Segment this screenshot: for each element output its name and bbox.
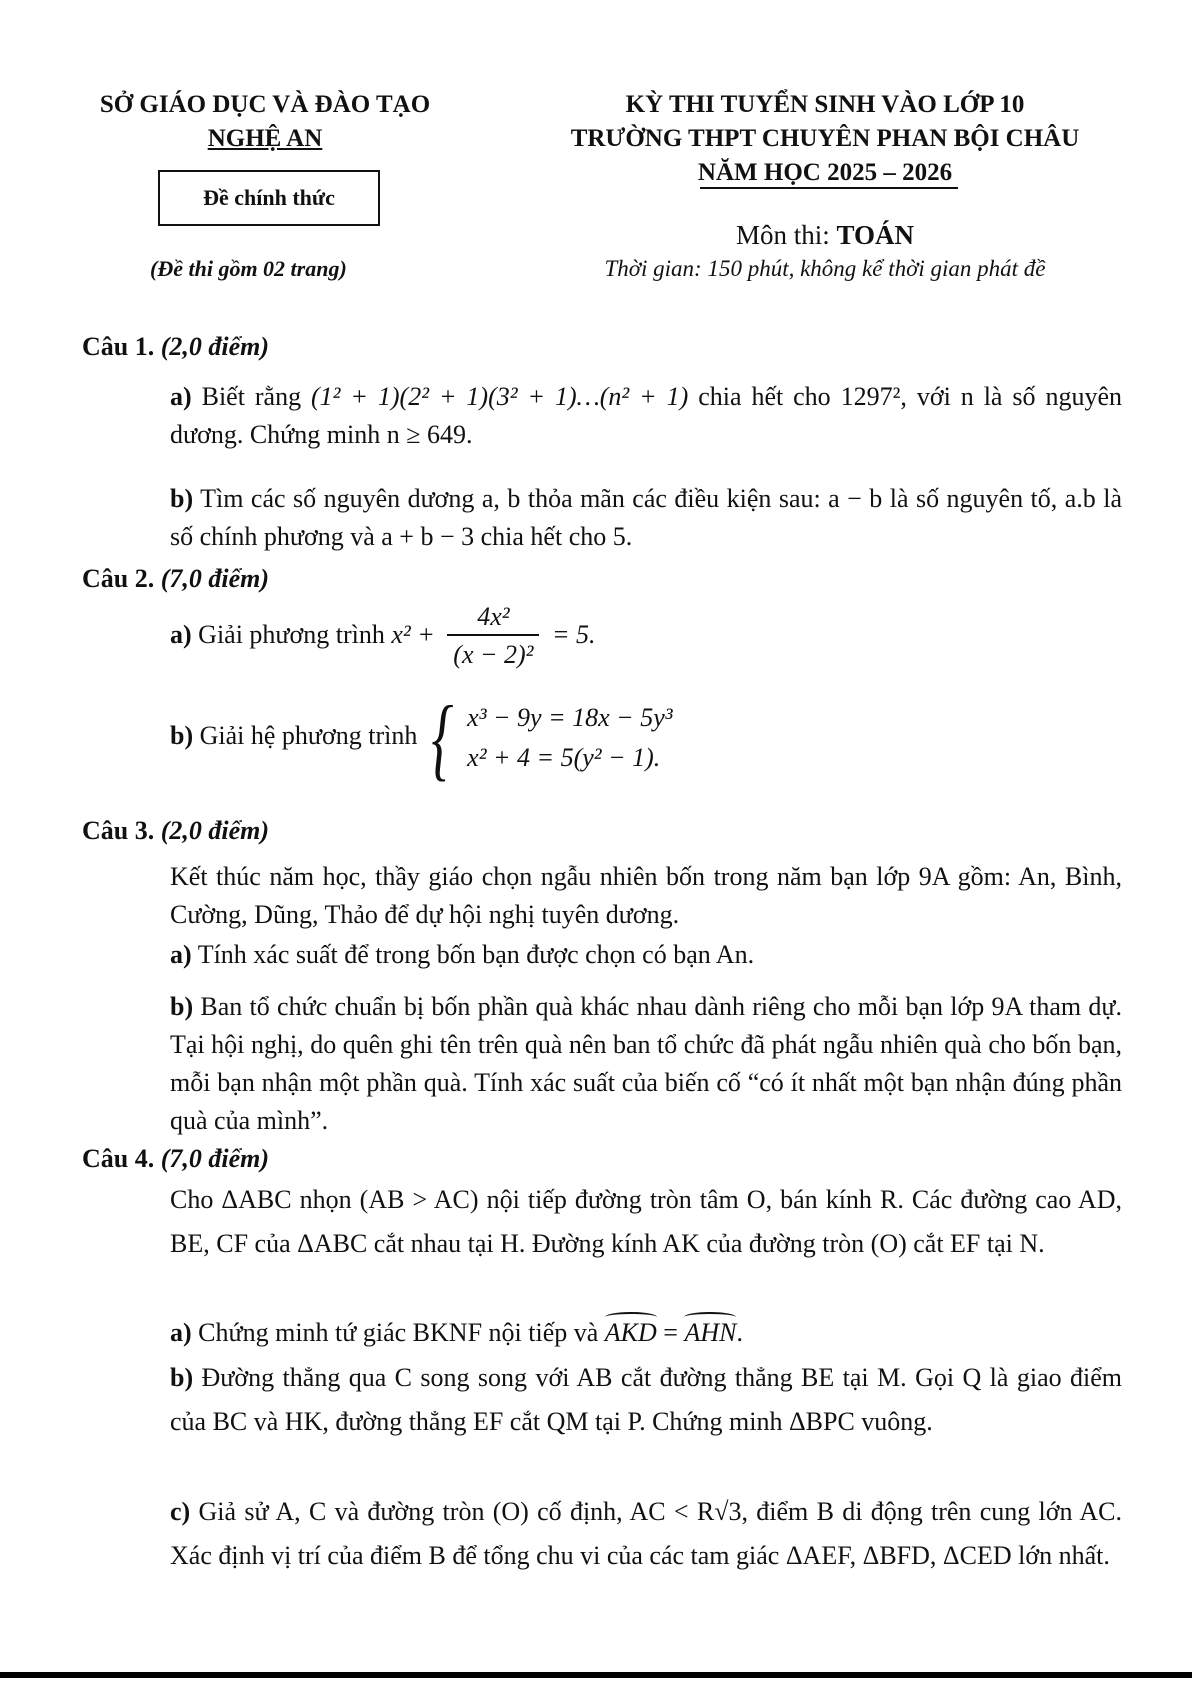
q2-points: (7,0 điểm) bbox=[160, 564, 270, 593]
q4-a-end: . bbox=[736, 1318, 743, 1347]
q1-a-expression: (1² + 1)(2² + 1)(3² + 1)…(n² + 1) bbox=[311, 382, 689, 411]
header-left bbox=[70, 88, 460, 156]
official-exam-box: Đề chính thức bbox=[158, 170, 380, 226]
q3-intro: Kết thúc năm học, thầy giáo chọn ngẫu nhiên bốn trong năm bạn lớp 9A gồm: An, Bình, Cường, Dũng, Thảo để dự hội nghị tuyên dương. bbox=[170, 862, 1122, 929]
q2-part-a bbox=[170, 600, 1122, 674]
q4-a-angle-1: AKD bbox=[605, 1314, 657, 1352]
q2-a-numerator: 4x² bbox=[447, 600, 539, 636]
time-note: Thời gian: 150 phút, không kể thời gian phát đề bbox=[604, 256, 1046, 281]
q4-intro: Cho ΔABC nhọn (AB > AC) nội tiếp đường tròn tâm O, bán kính R. Các đường cao AD, BE, CF của ΔABC cắt nhau tại H. Đường kính AK của đường tròn (O) cắt EF tại N. bbox=[170, 1185, 1122, 1258]
q4-part-b bbox=[170, 1356, 1122, 1444]
department-name: SỞ GIÁO DỤC VÀ ĐÀO TẠO bbox=[99, 91, 431, 118]
exam-name: KỲ THI TUYỂN SINH VÀO LỚP 10 bbox=[625, 91, 1025, 118]
q4-a-equals: = bbox=[656, 1318, 685, 1347]
q3-part-b bbox=[170, 988, 1122, 1140]
pages-note: (Đề thi gồm 02 trang) bbox=[150, 256, 347, 281]
q3-a-label: a) bbox=[170, 940, 192, 969]
q2-a-fraction bbox=[447, 600, 539, 674]
q1-points: (2,0 điểm) bbox=[160, 332, 270, 361]
q4-heading bbox=[82, 1140, 269, 1178]
q4-part-c bbox=[170, 1490, 1122, 1578]
q4-part-a bbox=[170, 1314, 1122, 1352]
brace-icon: { bbox=[431, 687, 454, 789]
q2-a-label: a) bbox=[170, 619, 192, 649]
q2-b-label: b) bbox=[170, 720, 194, 750]
subject-label: Môn thi: bbox=[735, 220, 837, 250]
q4-title: Câu 4. bbox=[82, 1144, 155, 1173]
q1-b-text: Tìm các số nguyên dương a, b thỏa mãn các điều kiện sau: a − b là số nguyên tố, a.b là số chính phương và a + b − 3 chia hết cho 5. bbox=[170, 484, 1123, 551]
q1-heading bbox=[82, 328, 269, 366]
province-name: NGHỆ AN bbox=[207, 125, 323, 152]
q4-c-text: Giả sử A, C và đường tròn (O) cố định, AC < R√3, điểm B di động trên cung lớn AC. Xác định vị trí của điểm B để tổng chu vi của các tam giác ΔAEF, ΔBFD, ΔCED lớn nhất. bbox=[170, 1497, 1123, 1570]
q4-points: (7,0 điểm) bbox=[160, 1144, 270, 1173]
q4-c-label: c) bbox=[170, 1497, 191, 1526]
q3-b-label: b) bbox=[170, 992, 194, 1021]
q1-a-text2: chia hết cho 1297², với n là số nguyên dương. Chứng minh n ≥ 649. bbox=[170, 382, 1122, 449]
q3-a-text: Tính xác suất để trong bốn bạn được chọn có bạn An. bbox=[197, 940, 755, 969]
q3-b-text: Ban tổ chức chuẩn bị bốn phần quà khác nhau dành riêng cho mỗi bạn lớp 9A tham dự. Tại hội nghị, do quên ghi tên trên quà nên ban tổ chức đã phát ngẫu nhiên quà cho bốn bạn, mỗi bạn nhận một phần quà. Tính xác suất của biến cố “có ít nhất một bạn nhận đúng phần quà của mình”. bbox=[170, 992, 1122, 1135]
year-underline bbox=[700, 187, 958, 189]
q3-points: (2,0 điểm) bbox=[160, 816, 270, 845]
q2-b-system bbox=[424, 687, 673, 789]
q2-b-equation-2: x² + 4 = 5(y² − 1). bbox=[467, 743, 661, 772]
q4-a-text: Chứng minh tứ giác BKNF nội tiếp và bbox=[198, 1318, 599, 1347]
q1-b-label: b) bbox=[170, 484, 194, 513]
subject-name: TOÁN bbox=[836, 220, 915, 250]
school-year: NĂM HỌC 2025 – 2026 bbox=[697, 159, 953, 186]
q2-b-text: Giải hệ phương trình bbox=[199, 720, 418, 750]
q3-title: Câu 3. bbox=[82, 816, 155, 845]
school-name: TRƯỜNG THPT CHUYÊN PHAN BỘI CHÂU bbox=[570, 125, 1080, 152]
q2-heading bbox=[82, 560, 269, 598]
q1-title: Câu 1. bbox=[82, 332, 155, 361]
q1-part-b bbox=[170, 480, 1122, 556]
q4-a-label: a) bbox=[170, 1318, 192, 1347]
q1-a-label: a) bbox=[170, 382, 192, 411]
q2-a-lhs: x² + bbox=[391, 619, 435, 649]
q2-title: Câu 2. bbox=[82, 564, 155, 593]
header-right bbox=[520, 88, 1130, 190]
q2-a-text: Giải phương trình bbox=[198, 619, 385, 649]
q3-heading bbox=[82, 812, 269, 850]
q2-b-equation-1: x³ − 9y = 18x − 5y³ bbox=[467, 703, 673, 732]
q3-part-a bbox=[170, 936, 1122, 974]
q2-a-denominator: (x − 2)² bbox=[453, 640, 534, 669]
subject-line bbox=[520, 220, 1130, 251]
q2-a-rhs: = 5. bbox=[551, 619, 596, 649]
q4-b-text: Đường thẳng qua C song song với AB cắt đường thẳng BE tại M. Gọi Q là giao điểm của BC và HK, đường thẳng EF cắt QM tại P. Chứng minh ΔBPC vuông. bbox=[170, 1363, 1122, 1436]
q2-part-b bbox=[170, 687, 1122, 789]
bottom-border bbox=[0, 1672, 1192, 1678]
q4-a-angle-2: AHN bbox=[684, 1314, 736, 1352]
q1-part-a bbox=[170, 378, 1122, 454]
q1-a-text1: Biết rằng bbox=[201, 382, 302, 411]
q4-b-label: b) bbox=[170, 1363, 194, 1392]
